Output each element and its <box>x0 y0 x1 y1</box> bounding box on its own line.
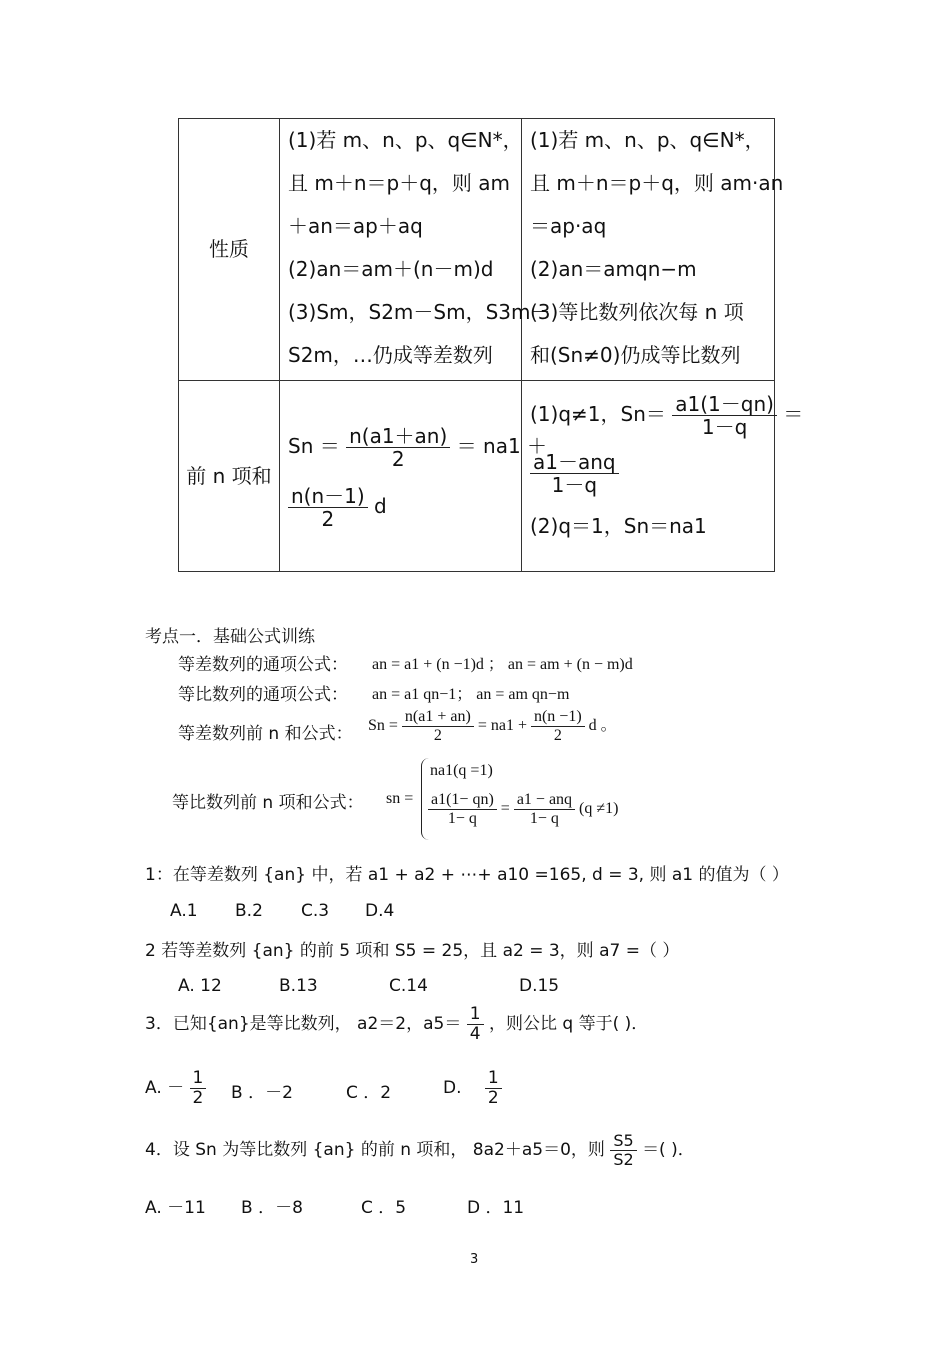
geo-prop1-line1: (1)若 m、n、p、q∈N*， <box>530 128 765 152</box>
formula-arith-sum <box>368 708 617 744</box>
arith-sum-formula-mid: = na1 + <box>477 716 527 734</box>
formula-label-geo-general: 等比数列的通项公式： <box>178 685 348 705</box>
question-4-stem <box>145 1128 695 1172</box>
fraction-numerator: n(n－1) <box>288 485 368 508</box>
geo-sum-case2: (2)q＝1，Sn＝na1 <box>530 514 707 538</box>
question-1-stem: 1：在等差数列 {an} 中，若 a1 + a2 + ⋯+ a10 =165, d = 3, 则 a1 的值为（ ） <box>145 865 789 885</box>
question-4-fraction <box>610 1132 636 1168</box>
question-1-option-b: B.2 <box>235 901 263 921</box>
question-3-option-a <box>145 1066 206 1110</box>
arith-sum-lhs: Sn ＝ <box>288 434 340 458</box>
fraction-numerator: 1 <box>485 1069 502 1089</box>
fraction-denominator: 4 <box>469 1023 481 1044</box>
arith-prop2: (2)an＝am＋(n－m)d <box>288 257 494 281</box>
geo-prop3-line2: 和(Sn≠0)仍成等比数列 <box>530 343 741 367</box>
geo-prop2: (2)an＝amqn−m <box>530 257 697 281</box>
fraction-numerator: 1 <box>192 1067 204 1088</box>
table-row-properties <box>179 119 775 381</box>
formula-label-geo-sum: 等比数列前 n 项和公式： <box>172 793 364 813</box>
arith-sum-mid: ＝ na1 ＋ <box>456 434 548 458</box>
fraction-denominator: 1− q <box>447 809 477 827</box>
geo-prop1-line2: 且 m＋n＝p＋q，则 am·an <box>530 171 784 195</box>
question-3-stem <box>145 1003 648 1045</box>
question-3-option-d-prefix: D. <box>443 1078 462 1098</box>
fraction-denominator: 2 <box>190 1088 207 1108</box>
fraction-denominator: S2 <box>613 1149 634 1169</box>
question-4-stem-b: ＝( )． <box>642 1140 695 1160</box>
row-header-sum <box>179 381 280 572</box>
question-4-option-c: C ．5 <box>361 1198 407 1218</box>
fraction-numerator: a1－anq <box>530 451 619 474</box>
question-4-stem-a: 4．设 Sn 为等比数列 {an} 的前 n 项和， 8a2＋a5＝0，则 <box>145 1140 605 1160</box>
geo-properties-cell <box>522 119 784 381</box>
arith-sum-tail: d <box>374 494 387 518</box>
table-row-sum <box>179 381 775 572</box>
arith-sum-formula-lhs: Sn = <box>368 716 398 734</box>
fraction-denominator: 1− q <box>529 809 559 827</box>
fraction-denominator: 2 <box>487 1087 499 1108</box>
arith-sum-formula-tail: d 。 <box>588 716 617 734</box>
question-3-option-b: B ．－2 <box>231 1083 293 1103</box>
arith-prop1-line1: (1)若 m、n、p、q∈N*， <box>288 128 523 152</box>
geo-sum-fraction-2 <box>530 451 619 496</box>
question-3-option-a-prefix: A. － <box>145 1078 185 1098</box>
fraction-denominator: 2 <box>391 447 405 471</box>
question-4-option-a: A. －11 <box>145 1198 206 1218</box>
fraction-denominator: 2 <box>321 507 335 531</box>
arith-prop3-line1: (3)Sm，S2m－Sm，S3m－ <box>288 300 551 324</box>
arith-sum-cell <box>280 381 548 572</box>
question-3-option-d-fraction <box>485 1069 502 1107</box>
arith-sum-formula-fraction-2 <box>531 708 585 744</box>
geo-prop1-line3: ＝ap·aq <box>530 214 607 238</box>
fraction-denominator: 1－q <box>701 415 748 439</box>
fraction-numerator: 1 <box>467 1005 484 1025</box>
fraction-numerator: a1 − anq <box>514 791 575 810</box>
fraction-denominator: 2 <box>433 726 442 744</box>
geo-prop3-line1: (3)等比数列依次每 n 项 <box>530 300 744 324</box>
geo-sum-line2 <box>522 443 774 501</box>
question-3-stem-a: 3．已知{an}是等比数列， a2＝2，a5＝ <box>145 1014 462 1034</box>
arith-sum-line1 <box>280 416 548 476</box>
geo-sum-formula-case2 <box>428 791 618 827</box>
question-1-option-a: A.1 <box>170 901 198 921</box>
geo-sum-formula-lhs: sn = <box>386 790 414 807</box>
page-number: 3 <box>470 1252 479 1267</box>
formula-label-arith-sum: 等差数列前 n 和公式： <box>178 724 353 744</box>
question-4-option-b: B ．－8 <box>241 1198 303 1218</box>
arith-prop1-line3: ＋an＝ap＋aq <box>288 214 423 238</box>
formula-label-arith-general: 等差数列的通项公式： <box>178 655 348 675</box>
arith-sum-fraction-2 <box>288 485 368 530</box>
question-3-fraction <box>467 1005 484 1043</box>
question-3-option-a-fraction <box>190 1069 207 1107</box>
arith-properties-cell <box>280 119 551 381</box>
question-1-option-d: D.4 <box>365 901 395 921</box>
question-4-option-d: D ．11 <box>467 1198 525 1218</box>
arith-prop1-line2: 且 m＋n＝p＋q，则 am <box>288 171 511 195</box>
sum-label: 前 n 项和 <box>186 463 272 488</box>
question-1-option-c: C.3 <box>301 901 330 921</box>
fraction-numerator: n(n −1) <box>531 708 585 727</box>
geo-sum-formula-fraction-1 <box>428 791 497 827</box>
formula-geo-general: an = a1 qn−1； an = am qn−m <box>372 686 570 703</box>
fraction-denominator: 1－q <box>551 473 598 497</box>
arith-sum-line2 <box>280 476 521 536</box>
geo-sum-formula-condition: (q ≠1) <box>579 799 619 817</box>
formula-arith-general: an = a1 + (n −1)d ； an = am + (n − m)d <box>372 656 633 673</box>
question-3-stem-b: ，则公比 q 等于( )． <box>488 1014 649 1034</box>
row-header-properties <box>179 119 280 381</box>
geo-sum-cell <box>522 381 804 572</box>
geo-sum-formula-case1: na1(q =1) <box>430 762 493 779</box>
question-2-option-d: D.15 <box>519 976 560 996</box>
geo-sum-eq: ＝ <box>783 402 804 426</box>
fraction-numerator: n(a1 + an) <box>402 708 474 727</box>
properties-label: 性质 <box>209 237 249 261</box>
fraction-numerator: n(a1＋an) <box>346 425 450 448</box>
arith-prop3-line2: S2m，…仍成等差数列 <box>288 343 493 367</box>
question-2-option-c: C.14 <box>389 976 428 996</box>
fraction-denominator: 2 <box>553 726 562 744</box>
arith-sum-formula-fraction-1 <box>402 708 474 744</box>
geo-sum-fraction-1 <box>672 393 777 438</box>
question-2-option-b: B.13 <box>279 976 318 996</box>
geo-sum-case1-prefix: (1)q≠1，Sn＝ <box>530 402 666 426</box>
question-2-option-a: A. 12 <box>178 976 222 996</box>
question-3-option-c: C ．2 <box>346 1083 392 1103</box>
fraction-numerator: a1(1－qn) <box>672 393 777 416</box>
geo-sum-formula-eq: = <box>500 799 510 817</box>
geo-sum-formula-fraction-2 <box>514 791 575 827</box>
fraction-numerator: S5 <box>610 1132 636 1151</box>
arith-sum-fraction-1 <box>346 425 450 470</box>
fraction-numerator: a1(1− qn) <box>428 791 497 810</box>
section-heading: 考点一．基础公式训练 <box>145 627 315 647</box>
properties-table <box>178 118 804 572</box>
question-2-stem: 2 若等差数列 {an} 的前 5 项和 S5 = 25，且 a2 = 3，则 a7 =（ ） <box>145 941 680 961</box>
geo-sum-line1 <box>522 385 804 443</box>
question-3-option-d <box>443 1066 502 1110</box>
